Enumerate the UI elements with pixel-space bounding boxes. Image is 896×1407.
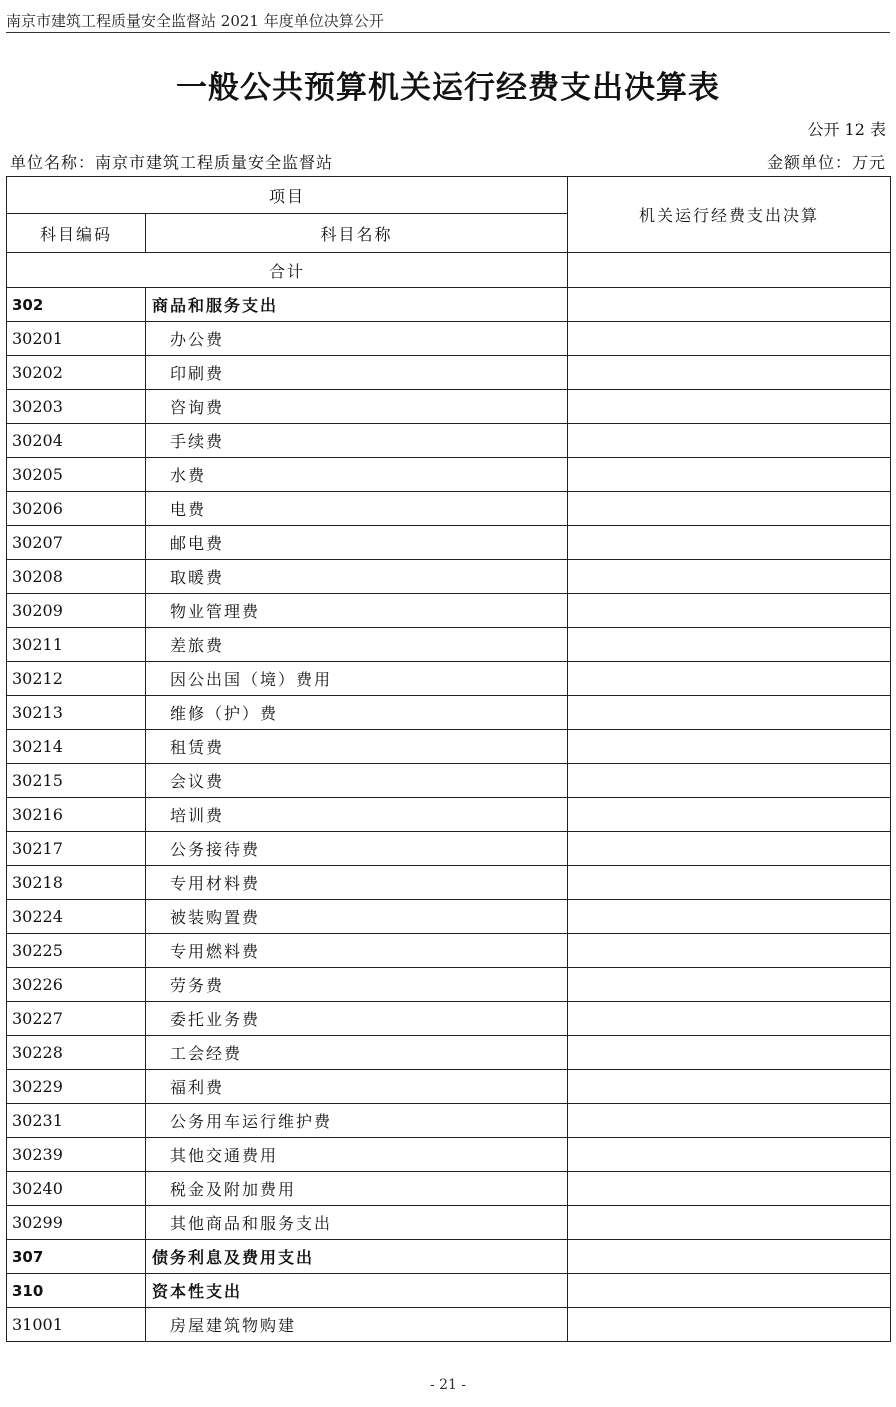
row-name: 培训费 xyxy=(146,798,568,832)
row-code: 30209 xyxy=(7,594,146,628)
table-row xyxy=(7,1240,891,1274)
row-amount xyxy=(568,458,891,492)
row-amount xyxy=(568,1308,891,1342)
row-amount xyxy=(568,832,891,866)
row-name: 咨询费 xyxy=(146,390,568,424)
expenditure-table xyxy=(6,176,891,1342)
row-code: 30208 xyxy=(7,560,146,594)
row-name: 取暖费 xyxy=(146,560,568,594)
row-amount xyxy=(568,1240,891,1274)
page-number: - 21 - xyxy=(429,1377,467,1393)
row-code: 30202 xyxy=(7,356,146,390)
row-code: 30218 xyxy=(7,866,146,900)
row-amount xyxy=(568,356,891,390)
row-amount xyxy=(568,1274,891,1308)
row-code: 310 xyxy=(7,1274,146,1308)
header-code: 科目编码 xyxy=(7,214,146,253)
row-code: 30217 xyxy=(7,832,146,866)
row-code: 30225 xyxy=(7,934,146,968)
row-amount xyxy=(568,1206,891,1240)
table-row xyxy=(7,934,891,968)
row-code: 30215 xyxy=(7,764,146,798)
table-row xyxy=(7,696,891,730)
row-amount xyxy=(568,662,891,696)
row-amount xyxy=(568,594,891,628)
table-row xyxy=(7,526,891,560)
total-label: 合计 xyxy=(7,253,568,288)
row-name: 劳务费 xyxy=(146,968,568,1002)
row-amount xyxy=(568,798,891,832)
row-amount xyxy=(568,1002,891,1036)
row-code: 30240 xyxy=(7,1172,146,1206)
table-row xyxy=(7,1070,891,1104)
table-row xyxy=(7,662,891,696)
header-project: 项目 xyxy=(7,177,568,214)
row-code: 30212 xyxy=(7,662,146,696)
table-row xyxy=(7,424,891,458)
row-name: 专用材料费 xyxy=(146,866,568,900)
row-code: 30203 xyxy=(7,390,146,424)
table-row xyxy=(7,628,891,662)
row-code: 30211 xyxy=(7,628,146,662)
row-amount xyxy=(568,390,891,424)
table-row xyxy=(7,730,891,764)
table-row xyxy=(7,832,891,866)
row-name: 工会经费 xyxy=(146,1036,568,1070)
unit-name: 单位名称：南京市建筑工程质量安全监督站 xyxy=(10,153,334,172)
row-amount xyxy=(568,492,891,526)
row-amount xyxy=(568,730,891,764)
row-amount xyxy=(568,628,891,662)
running-header: 南京市建筑工程质量安全监督站 2021 年度单位决算公开 xyxy=(6,12,384,30)
row-code: 30207 xyxy=(7,526,146,560)
row-name: 维修（护）费 xyxy=(146,696,568,730)
table-row xyxy=(7,356,891,390)
table-row xyxy=(7,1206,891,1240)
row-name: 手续费 xyxy=(146,424,568,458)
row-amount xyxy=(568,1070,891,1104)
row-amount xyxy=(568,696,891,730)
row-amount xyxy=(568,526,891,560)
row-code: 302 xyxy=(7,288,146,322)
row-amount xyxy=(568,1172,891,1206)
row-name: 办公费 xyxy=(146,322,568,356)
row-amount xyxy=(568,866,891,900)
row-code: 30204 xyxy=(7,424,146,458)
row-name: 房屋建筑物购建 xyxy=(146,1308,568,1342)
row-name: 印刷费 xyxy=(146,356,568,390)
row-code: 30228 xyxy=(7,1036,146,1070)
row-amount xyxy=(568,1036,891,1070)
row-name: 邮电费 xyxy=(146,526,568,560)
row-code: 30224 xyxy=(7,900,146,934)
table-row xyxy=(7,322,891,356)
row-code: 30229 xyxy=(7,1070,146,1104)
table-row xyxy=(7,1104,891,1138)
table-row xyxy=(7,1172,891,1206)
table-row xyxy=(7,1308,891,1342)
page-title: 一般公共预算机关运行经费支出决算表 xyxy=(176,70,720,106)
row-name: 债务利息及费用支出 xyxy=(146,1240,568,1274)
row-code: 30214 xyxy=(7,730,146,764)
row-code: 30213 xyxy=(7,696,146,730)
row-name: 公务接待费 xyxy=(146,832,568,866)
row-name: 物业管理费 xyxy=(146,594,568,628)
row-code: 30239 xyxy=(7,1138,146,1172)
row-amount xyxy=(568,900,891,934)
table-row xyxy=(7,798,891,832)
row-code: 30231 xyxy=(7,1104,146,1138)
row-name: 税金及附加费用 xyxy=(146,1172,568,1206)
table-row xyxy=(7,594,891,628)
table-row xyxy=(7,1274,891,1308)
row-code: 30216 xyxy=(7,798,146,832)
row-code: 30226 xyxy=(7,968,146,1002)
row-code: 307 xyxy=(7,1240,146,1274)
row-code: 31001 xyxy=(7,1308,146,1342)
row-name: 商品和服务支出 xyxy=(146,288,568,322)
row-code: 30206 xyxy=(7,492,146,526)
row-name: 公务用车运行维护费 xyxy=(146,1104,568,1138)
table-row xyxy=(7,1036,891,1070)
row-code: 30227 xyxy=(7,1002,146,1036)
row-name: 专用燃料费 xyxy=(146,934,568,968)
row-name: 因公出国（境）费用 xyxy=(146,662,568,696)
row-code: 30205 xyxy=(7,458,146,492)
table-row xyxy=(7,458,891,492)
row-name: 差旅费 xyxy=(146,628,568,662)
row-amount xyxy=(568,968,891,1002)
row-name: 资本性支出 xyxy=(146,1274,568,1308)
row-name: 电费 xyxy=(146,492,568,526)
table-row xyxy=(7,390,891,424)
row-name: 福利费 xyxy=(146,1070,568,1104)
table-row xyxy=(7,1138,891,1172)
table-row xyxy=(7,866,891,900)
row-name: 其他商品和服务支出 xyxy=(146,1206,568,1240)
table-row xyxy=(7,560,891,594)
row-amount xyxy=(568,288,891,322)
row-name: 被装购置费 xyxy=(146,900,568,934)
total-amount xyxy=(568,253,891,288)
row-amount xyxy=(568,560,891,594)
row-amount xyxy=(568,1104,891,1138)
row-amount xyxy=(568,764,891,798)
row-name: 委托业务费 xyxy=(146,1002,568,1036)
table-row xyxy=(7,968,891,1002)
row-code: 30201 xyxy=(7,322,146,356)
table-row xyxy=(7,764,891,798)
header-amount: 机关运行经费支出决算 xyxy=(568,177,891,253)
row-code: 30299 xyxy=(7,1206,146,1240)
row-name: 水费 xyxy=(146,458,568,492)
table-row xyxy=(7,288,891,322)
table-row xyxy=(7,1002,891,1036)
header-rule xyxy=(6,32,890,33)
row-amount xyxy=(568,424,891,458)
row-amount xyxy=(568,322,891,356)
amount-unit: 金额单位：万元 xyxy=(766,153,886,172)
row-name: 租赁费 xyxy=(146,730,568,764)
header-name: 科目名称 xyxy=(146,214,568,253)
total-row xyxy=(7,253,891,288)
row-amount xyxy=(568,934,891,968)
row-amount xyxy=(568,1138,891,1172)
table-row xyxy=(7,900,891,934)
row-name: 其他交通费用 xyxy=(146,1138,568,1172)
form-number: 公开 12 表 xyxy=(807,120,886,139)
row-name: 会议费 xyxy=(146,764,568,798)
table-row xyxy=(7,492,891,526)
